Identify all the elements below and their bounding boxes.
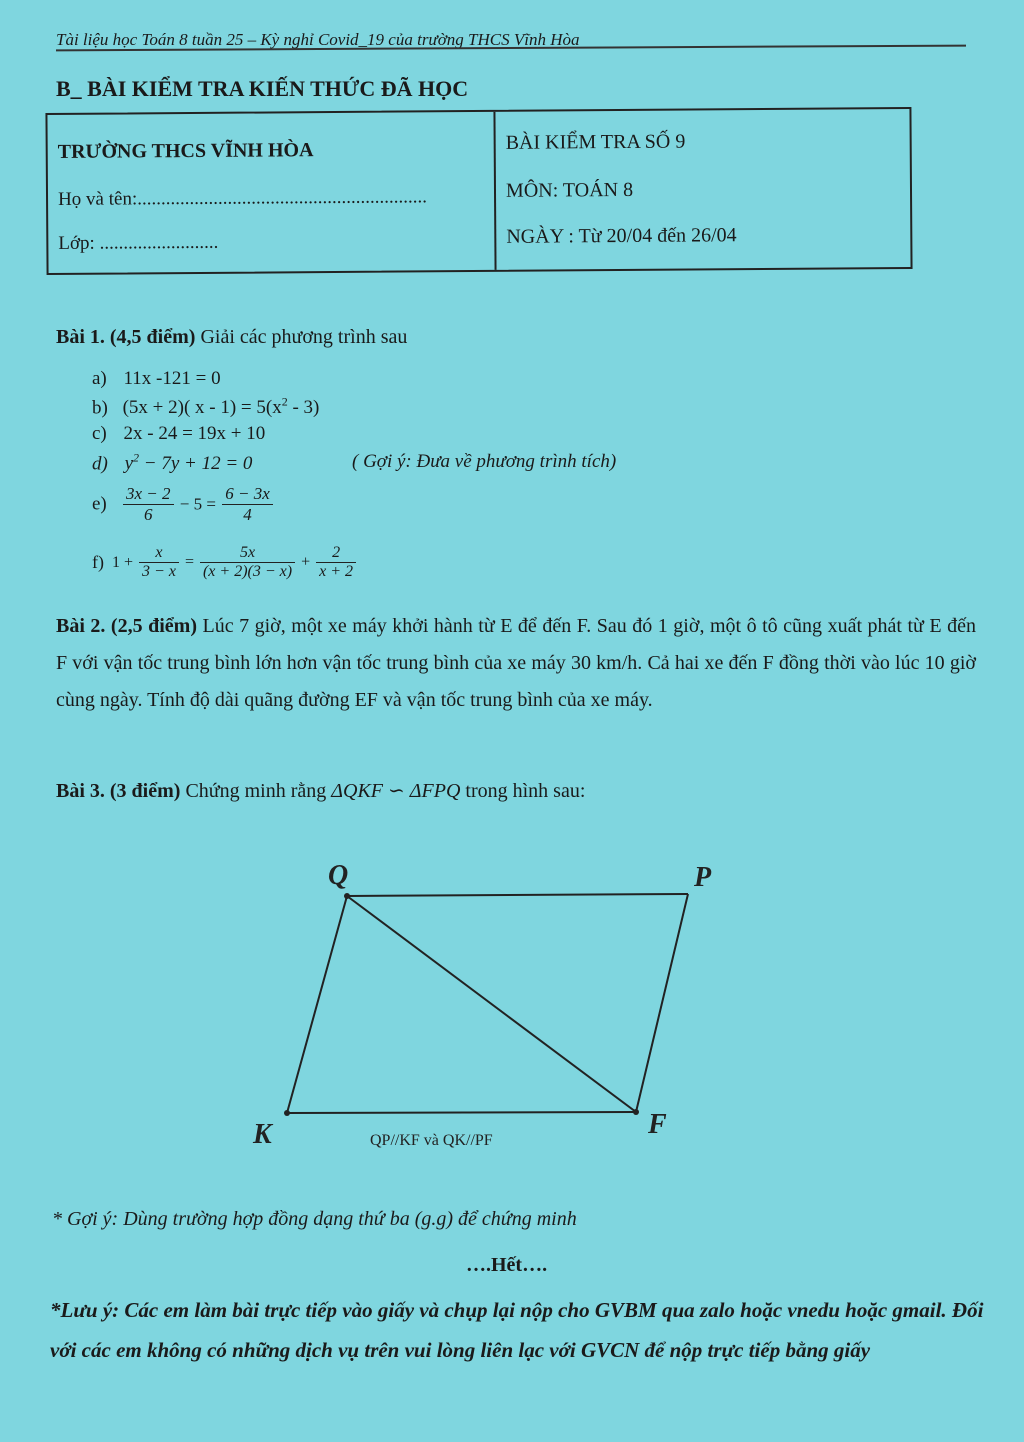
equation-f-denominator-1: 3 − x (142, 563, 176, 580)
equation-d-var: y (124, 453, 134, 475)
equation-f-numerator-2: 5x (200, 544, 295, 563)
section-title: B_ BÀI KIỂM TRA KIẾN THỨC ĐÃ HỌC (56, 76, 469, 101)
equation-a-text: 11x -121 = 0 (123, 368, 221, 389)
problem-3-text-2: trong hình sau: (460, 780, 586, 802)
equation-b-exponent: 2 (281, 395, 288, 409)
equation-e-denominator-1: 6 (144, 505, 153, 524)
equation-f-equals: = (180, 553, 198, 571)
equation-d-hint: ( Gợi ý: Đưa về phương trình tích) (352, 451, 617, 472)
problem-3-label: Bài 3. (3 điểm) (56, 780, 181, 802)
point-q (344, 893, 350, 899)
label-q: Q (328, 860, 349, 891)
equation-e-middle: − 5 = (175, 494, 221, 514)
equation-e-label: e) (92, 493, 107, 515)
equation-b-text: (5x + 2)( x - 1) = 5(x (122, 397, 282, 419)
problem-1-label: Bài 1. (4,5 điểm) (56, 326, 196, 348)
problem-3-text-1: Chứng minh rằng (180, 780, 332, 802)
segment-qf (347, 896, 636, 1112)
segment-pf (636, 894, 688, 1112)
problem-3-expression: ΔQKF ∽ ΔFPQ (331, 780, 461, 802)
segment-qp (347, 894, 688, 896)
equation-e-numerator-2: 6 − 3x (222, 484, 273, 505)
equation-d-label: d) (92, 453, 108, 475)
equation-f-denominator-2: (x + 2)(3 − x) (202, 563, 293, 580)
equation-f-denominator-3: x + 2 (319, 563, 354, 580)
equation-e-numerator-1: 3x − 2 (123, 484, 174, 505)
equation-f-plus: + (297, 553, 315, 571)
equation-f-label: f) (92, 552, 104, 572)
school-name: TRƯỜNG THCS VĨNH HÒA (57, 139, 314, 163)
equation-f-numerator-3: 2 (316, 544, 356, 563)
label-p: P (694, 862, 712, 893)
label-f: F (648, 1109, 667, 1140)
problem-2-label: Bài 2. (2,5 điểm) (56, 615, 197, 637)
class-field: Lớp: ......................... (58, 231, 219, 254)
document-header: Tài liệu học Toán 8 tuần 25 – Kỳ nghỉ Covid_19 của trường THCS Vĩnh Hòa (56, 30, 580, 49)
note-text: *Lưu ý: Các em làm bài trực tiếp vào giấy và chụp lại nộp cho GVBM qua zalo hoặc vnedu hoặc gmail. Đối với các em không có những dịch vụ trên vui lòng liên lạc với GVCN để nộp trực tiếp bằng giấy (50, 1298, 984, 1362)
equation-a-label: a) (92, 368, 107, 389)
point-k (284, 1110, 290, 1116)
student-name-field: Họ và tên:............................................................. (57, 186, 428, 210)
test-number: BÀI KIỂM TRA SỐ 9 (505, 130, 686, 154)
label-k: K (253, 1119, 272, 1150)
segment-fk (287, 1112, 636, 1113)
equation-c-label: c) (92, 423, 107, 444)
test-date: NGÀY : Từ 20/04 đến 26/04 (506, 224, 737, 248)
equation-b-label: b) (92, 397, 108, 419)
segment-kq (287, 896, 347, 1113)
equation-d-exponent: 2 (133, 451, 140, 465)
problem-2-text: Lúc 7 giờ, một xe máy khởi hành từ E để đến F. Sau đó 1 giờ, một ô tô cũng xuất phát từ E đến F với vận tốc trung bình lớn hơn vận tốc trung bình của xe máy 30 km/h. Cả hai xe đến F đồng thời vào lúc 10 giờ cùng ngày. Tính độ dài quãng đường EF và vận tốc trung bình của xe máy. (56, 615, 976, 711)
problem-1-text: Giải các phương trình sau (195, 326, 408, 348)
subject: MÔN: TOÁN 8 (505, 178, 634, 202)
hint-text: * Gợi ý: Dùng trường hợp đồng dạng thứ ba (g.g) để chứng minh (52, 1208, 577, 1230)
end-marker: ….Hết…. (466, 1254, 548, 1276)
equation-d-text: − 7y + 12 = 0 (139, 453, 253, 475)
equation-e-denominator-2: 4 (243, 505, 252, 524)
point-f (633, 1109, 639, 1115)
equation-f-prefix: 1 + (112, 553, 138, 571)
equation-c-text: 2x - 24 = 19x + 10 (123, 423, 266, 444)
equation-b-tail: - 3) (287, 397, 320, 419)
figure-caption: QP//KF và QK//PF (370, 1132, 493, 1149)
equation-f-numerator-1: x (139, 544, 179, 563)
